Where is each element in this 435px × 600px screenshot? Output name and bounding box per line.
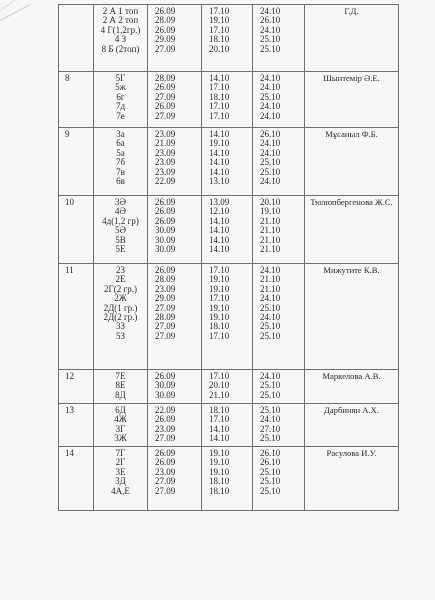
date-first: 26.09: [155, 24, 176, 35]
date-second: 17.10: [209, 293, 230, 304]
date-first: 22.09: [155, 176, 176, 187]
date-first: 29.09: [155, 293, 176, 304]
teacher-name: Дарбинян А.Х.: [305, 404, 399, 447]
date-second: 14.10: [209, 166, 230, 177]
date-first: 28.09: [155, 15, 176, 26]
date-second-cell: [202, 370, 253, 404]
date-first-cell: [148, 404, 202, 447]
class-name: 5Г: [115, 73, 126, 83]
class-name-cell: [94, 72, 148, 128]
class-name: 7в: [116, 166, 125, 177]
date-second: 13.09: [209, 197, 230, 207]
date-first: 30.09: [155, 380, 176, 391]
class-name: 3З: [115, 321, 125, 332]
class-name: 2Г: [115, 457, 126, 468]
date-first: 27.09: [155, 476, 176, 487]
date-third: 24.10: [260, 312, 281, 323]
date-first-cell: [148, 196, 202, 264]
date-second-cell: [202, 72, 253, 128]
date-first: 27.09: [155, 321, 176, 332]
paper-crease-mark: [0, 0, 15, 11]
date-second: 18.10: [209, 405, 230, 415]
date-third-cell: [253, 128, 305, 196]
date-second: 19.10: [209, 312, 230, 323]
table-row: [59, 447, 399, 511]
date-third: 27.10: [260, 423, 281, 434]
class-name: 3а: [116, 129, 125, 139]
table-row: [59, 264, 399, 370]
date-first: 26.09: [155, 215, 176, 226]
date-second: 19.10: [209, 283, 230, 294]
date-first: 30.09: [155, 234, 176, 245]
date-first: 27.09: [155, 110, 176, 121]
date-third-cell: [253, 5, 305, 72]
schedule-table-body: [59, 5, 399, 511]
table-row: [59, 128, 399, 196]
date-second: 14.10: [209, 73, 230, 83]
date-first: 26.09: [155, 448, 176, 458]
class-name: 4 Г(1,2гр.): [100, 24, 141, 35]
date-second: 14.10: [209, 433, 230, 444]
date-first: 26.09: [155, 6, 176, 16]
date-second: 21.10: [209, 389, 230, 400]
date-second: 19.10: [209, 274, 230, 285]
class-name: 2 А 1 топ: [102, 6, 139, 16]
date-first: 27.09: [155, 91, 176, 102]
date-third: 25.10: [260, 157, 281, 168]
date-first-cell: [148, 5, 202, 72]
date-third: 19.10: [260, 206, 281, 217]
date-first-cell: [148, 447, 202, 511]
date-third: 25.10: [260, 34, 281, 45]
date-second: 20.10: [209, 43, 230, 54]
date-first: 27.09: [155, 43, 176, 54]
date-third: 25.10: [260, 91, 281, 102]
date-first: 28.09: [155, 73, 176, 83]
date-second: 17.10: [209, 265, 230, 275]
date-second-cell: [202, 128, 253, 196]
date-third: 26.10: [260, 15, 281, 26]
date-second-cell: [202, 5, 253, 72]
row-number: [59, 5, 94, 72]
teacher-name: Г.Д.: [305, 5, 399, 72]
date-third: 26.10: [260, 448, 281, 458]
row-number: 14: [59, 447, 94, 511]
date-second: 17.10: [209, 330, 230, 341]
class-name-cell: [94, 404, 148, 447]
date-third: 25.10: [260, 485, 281, 496]
class-name: 5В: [115, 234, 126, 245]
date-third: 24.10: [260, 110, 281, 121]
teacher-name: Тюлюпбергенова Ж.С.: [305, 196, 399, 264]
date-first: 26.09: [155, 457, 176, 468]
date-first: 26.09: [155, 101, 176, 112]
date-second: 17.10: [209, 24, 230, 35]
class-name: 5ж: [115, 82, 126, 93]
date-first: 26.09: [155, 82, 176, 93]
date-third: 25.10: [260, 405, 281, 415]
date-second: 14.10: [209, 234, 230, 245]
date-first: 28.09: [155, 274, 176, 285]
date-first: 26.09: [155, 206, 176, 217]
date-third: 24.10: [260, 176, 281, 187]
date-third: 21.10: [260, 283, 281, 294]
date-second: 17.10: [209, 371, 230, 381]
date-second: 19.10: [209, 302, 230, 313]
date-second: 14.10: [209, 225, 230, 236]
teacher-name: Мұсаныл Ф.Б.: [305, 128, 399, 196]
teacher-name: Мижутите К.В.: [305, 264, 399, 370]
paper-fold-mark: [0, 4, 40, 39]
class-name: 3Е: [115, 466, 126, 477]
date-first: 23.09: [155, 129, 176, 139]
date-third: 25.10: [260, 476, 281, 487]
date-first: 22.09: [155, 405, 176, 415]
date-third: 21.10: [260, 244, 281, 255]
date-third: 24.10: [260, 24, 281, 35]
class-name: 5З: [115, 330, 125, 341]
date-third: 21.10: [260, 215, 281, 226]
class-name: 4Ә: [115, 206, 126, 217]
class-name: 6г: [116, 91, 125, 102]
class-name: 3Д: [115, 476, 126, 487]
date-second: 17.10: [209, 110, 230, 121]
row-number: 9: [59, 128, 94, 196]
date-third-cell: [253, 447, 305, 511]
date-third-cell: [253, 196, 305, 264]
date-first: 30.09: [155, 244, 176, 255]
date-third: 24.10: [260, 82, 281, 93]
date-third: 24.10: [260, 101, 281, 112]
class-name: 4А,Е: [111, 485, 130, 496]
date-first: 26.09: [155, 265, 176, 275]
class-name: 7Г: [115, 448, 126, 458]
date-third: 20.10: [260, 197, 281, 207]
date-second: 14.10: [209, 147, 230, 158]
date-first: 23.09: [155, 283, 176, 294]
date-second: 18.10: [209, 321, 230, 332]
date-second: 17.10: [209, 414, 230, 425]
class-name: 8 Б (2топ): [101, 43, 140, 54]
date-third-cell: [253, 370, 305, 404]
date-first: 23.09: [155, 147, 176, 158]
date-third: 24.10: [260, 371, 281, 381]
date-first: 26.09: [155, 371, 176, 381]
date-third: 24.10: [260, 138, 281, 149]
class-name-cell: [94, 447, 148, 511]
date-first: 21.09: [155, 138, 176, 149]
date-first: 26.09: [155, 414, 176, 425]
date-third: 25.10: [260, 380, 281, 391]
row-number: 13: [59, 404, 94, 447]
class-name: 7е: [116, 110, 125, 121]
class-name: 7д: [115, 101, 126, 112]
date-third-cell: [253, 404, 305, 447]
date-third: 25.10: [260, 321, 281, 332]
date-first: 27.09: [155, 433, 176, 444]
date-third: 21.10: [260, 234, 281, 245]
date-second-cell: [202, 404, 253, 447]
date-first: 27.09: [155, 302, 176, 313]
table-row: [59, 72, 399, 128]
class-name: 6Д: [115, 405, 126, 415]
date-second: 14.10: [209, 129, 230, 139]
class-name: 5Ә: [115, 225, 126, 236]
class-name: 2 А 2 топ: [102, 15, 139, 26]
date-first: 27.09: [155, 330, 176, 341]
date-second: 19.10: [209, 15, 230, 26]
date-second: 20.10: [209, 380, 230, 391]
date-third: 26.10: [260, 129, 281, 139]
class-name: 2Г(2 гр.): [104, 283, 137, 294]
date-second-cell: [202, 196, 253, 264]
class-name: 3Ж: [114, 433, 127, 444]
date-second: 19.10: [209, 457, 230, 468]
date-second-cell: [202, 264, 253, 370]
date-second: 19.10: [209, 466, 230, 477]
date-first: 29.09: [155, 34, 176, 45]
date-first-cell: [148, 370, 202, 404]
teacher-name: Расулова И.У.: [305, 447, 399, 511]
date-third: 24.10: [260, 147, 281, 158]
date-third: 25.10: [260, 433, 281, 444]
date-second: 14.10: [209, 157, 230, 168]
date-first: 30.09: [155, 389, 176, 400]
row-number: 11: [59, 264, 94, 370]
class-name: 4д(1,2 гр): [102, 215, 139, 226]
date-first: 30.09: [155, 225, 176, 236]
date-first: 23.09: [155, 166, 176, 177]
date-first-cell: [148, 264, 202, 370]
class-name: 5а: [116, 147, 125, 158]
date-second: 18.10: [209, 485, 230, 496]
class-name: 3Г: [115, 423, 126, 434]
date-third: 25.10: [260, 166, 281, 177]
class-name-cell: [94, 196, 148, 264]
date-second: 14.10: [209, 423, 230, 434]
date-third: 25.10: [260, 389, 281, 400]
date-third: 24.10: [260, 265, 281, 275]
date-third: 26.10: [260, 457, 281, 468]
class-name: 8Д: [115, 389, 126, 400]
date-first-cell: [148, 72, 202, 128]
class-name: 6в: [116, 176, 125, 187]
date-third-cell: [253, 264, 305, 370]
row-number: 8: [59, 72, 94, 128]
date-second: 17.10: [209, 101, 230, 112]
date-second: 18.10: [209, 91, 230, 102]
class-name: 2Д(1 гр.): [103, 302, 138, 313]
class-name: 7б: [115, 157, 126, 168]
date-second: 14.10: [209, 215, 230, 226]
date-third-cell: [253, 72, 305, 128]
class-name: 3Ә: [115, 197, 126, 207]
date-third: 21.10: [260, 225, 281, 236]
class-name: 8Е: [115, 380, 126, 391]
date-third: 24.10: [260, 293, 281, 304]
class-name-cell: [94, 264, 148, 370]
date-second: 19.10: [209, 138, 230, 149]
class-name: 4 З: [114, 34, 127, 45]
date-first: 28.09: [155, 312, 176, 323]
date-first: 23.09: [155, 466, 176, 477]
class-name-cell: [94, 128, 148, 196]
class-name: 4Ж: [114, 414, 127, 425]
class-name: 2Е: [115, 274, 126, 285]
date-second: 17.10: [209, 6, 230, 16]
date-second-cell: [202, 447, 253, 511]
date-first-cell: [148, 128, 202, 196]
date-third: 25.10: [260, 330, 281, 341]
date-second: 19.10: [209, 448, 230, 458]
class-name: 2Ж: [114, 293, 127, 304]
date-first: 27.09: [155, 485, 176, 496]
date-third: 21.10: [260, 274, 281, 285]
table-row: [59, 196, 399, 264]
row-number: 10: [59, 196, 94, 264]
class-name: 7Е: [115, 371, 126, 381]
class-name: 2З: [115, 265, 125, 275]
date-third: 25.10: [260, 43, 281, 54]
date-third: 25.10: [260, 466, 281, 477]
date-third: 24.10: [260, 414, 281, 425]
teacher-name: Шынтемір Ә.Е.: [305, 72, 399, 128]
row-number: 12: [59, 370, 94, 404]
date-second: 12.10: [209, 206, 230, 217]
date-first: 23.09: [155, 423, 176, 434]
table-row: [59, 404, 399, 447]
table-row: [59, 5, 399, 72]
table-row: [59, 370, 399, 404]
date-third: 25.10: [260, 302, 281, 313]
date-first: 26.09: [155, 197, 176, 207]
class-name: 2Д(2 гр.): [103, 312, 138, 323]
class-name: 5Е: [115, 244, 126, 255]
class-name-cell: [94, 370, 148, 404]
class-name-cell: [94, 5, 148, 72]
date-second: 18.10: [209, 476, 230, 487]
date-second: 18.10: [209, 34, 230, 45]
date-first: 23.09: [155, 157, 176, 168]
date-second: 13.10: [209, 176, 230, 187]
class-name: 6а: [116, 138, 125, 149]
date-second: 14.10: [209, 244, 230, 255]
date-third: 24.10: [260, 73, 281, 83]
schedule-table: [58, 4, 399, 511]
date-second: 17.10: [209, 82, 230, 93]
date-third: 24.10: [260, 6, 281, 16]
teacher-name: Маркелова А.В.: [305, 370, 399, 404]
